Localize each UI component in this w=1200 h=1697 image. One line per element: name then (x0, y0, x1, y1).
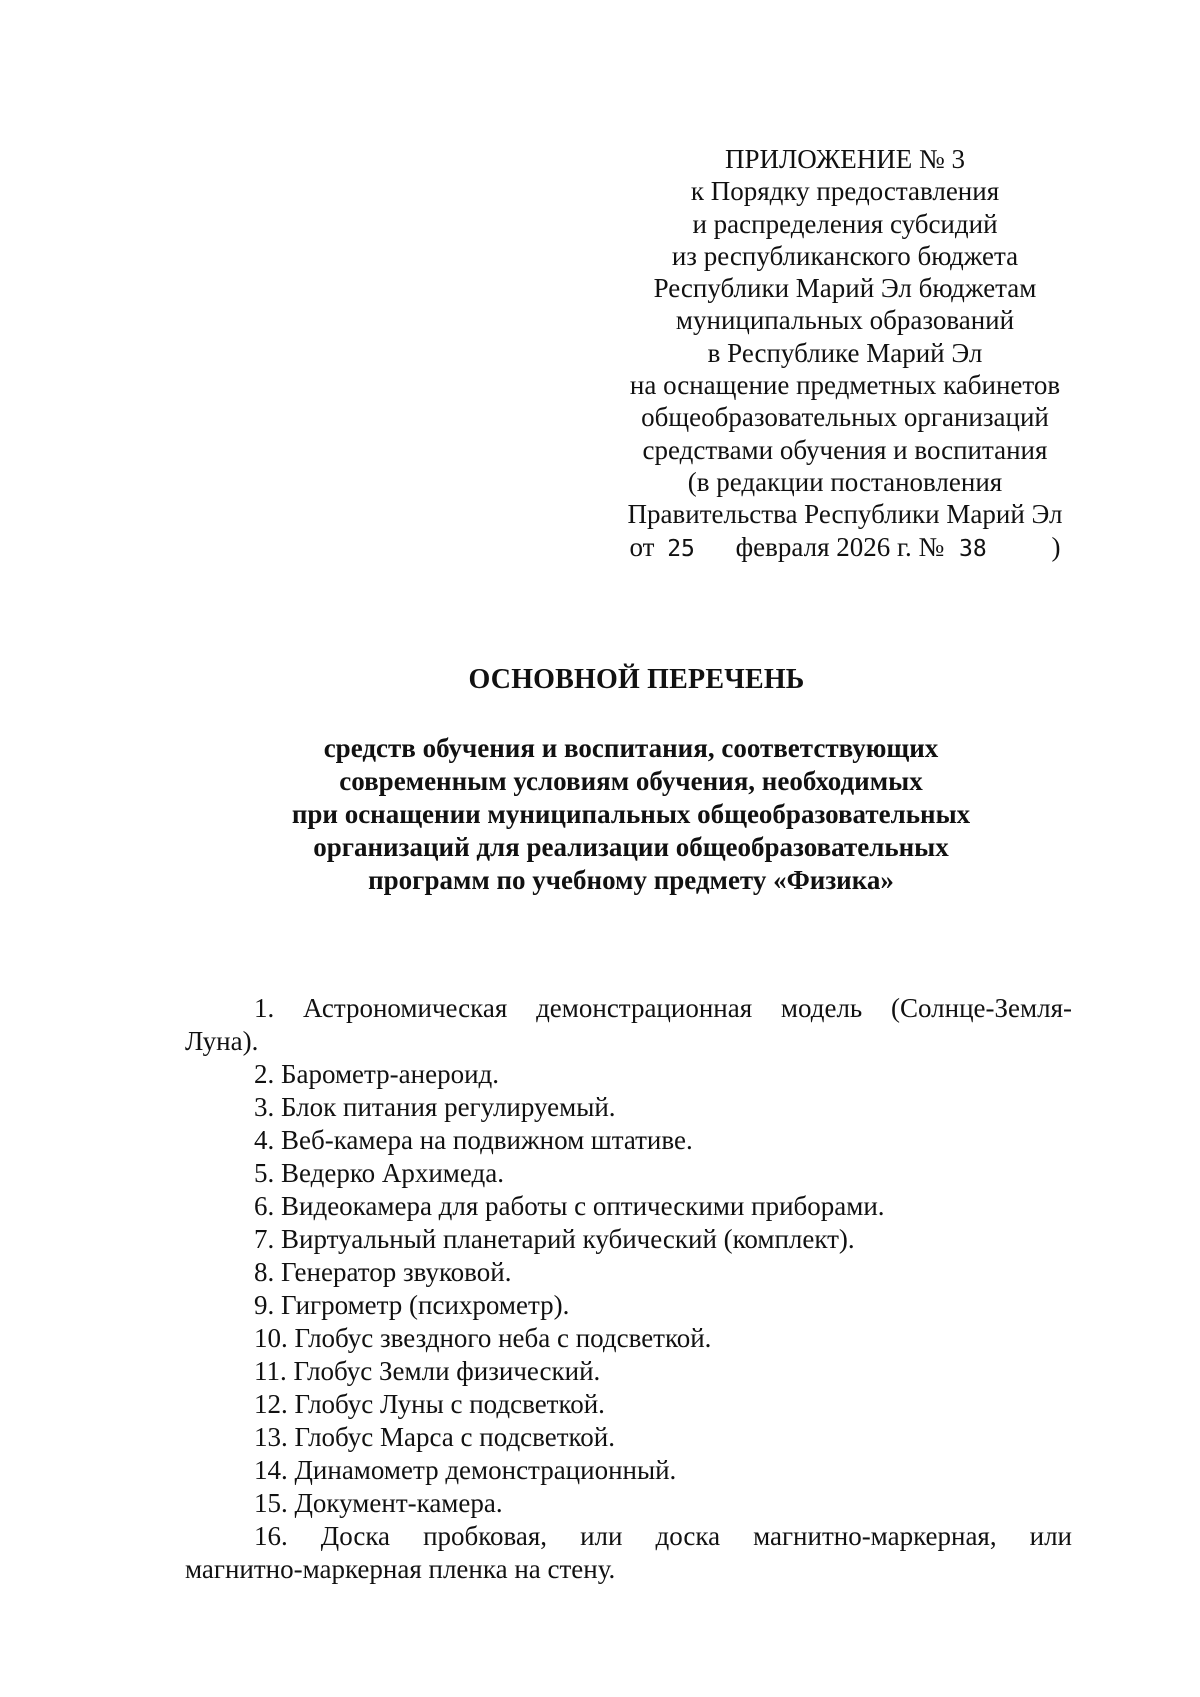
list-item: 7. Виртуальный планетарий кубический (комплект). (254, 1224, 855, 1254)
list-item: 5. Ведерко Архимеда. (254, 1158, 504, 1188)
list-item: 4. Веб-камера на подвижном штативе. (254, 1125, 693, 1155)
date-day: 25 (667, 535, 695, 562)
list-item: 14. Динамометр демонстрационный. (254, 1455, 677, 1485)
appendix-line: Правительства Республики Марий Эл (627, 499, 1063, 530)
subtitle-line: программ по учебному предмету «Физика» (368, 865, 894, 895)
list-item-continuation: Луна). (185, 1026, 259, 1056)
list-item: 2. Барометр-анероид. (254, 1059, 500, 1089)
list-item: 3. Блок питания регулируемый. (254, 1092, 616, 1122)
list-item: 12. Глобус Луны с подсветкой. (254, 1389, 605, 1419)
list-item: 6. Видеокамера для работы с оптическими приборами. (254, 1191, 885, 1221)
list-item-text: 1. Астрономическая демонстрационная модель (Солнце-Земля- (254, 993, 1072, 1023)
list-item: 10. Глобус звездного неба с подсветкой. (254, 1323, 712, 1353)
date-prefix: от (629, 531, 655, 562)
appendix-line: в Республике Марий Эл (707, 337, 983, 368)
appendix-line: к Порядку предоставления (690, 176, 1000, 207)
closing-paren: ) (1051, 531, 1061, 562)
appendix-line: на оснащение предметных кабинетов (629, 370, 1061, 401)
list-item: 9. Гигрометр (психрометр). (254, 1290, 570, 1320)
document-subtitle (0, 732, 1200, 897)
list-item: 13. Глобус Марса с подсветкой. (254, 1422, 615, 1452)
appendix-date-line (580, 531, 1110, 565)
subtitle-line: современным условиям обучения, необходимых (339, 766, 923, 796)
appendix-line: муниципальных образований (675, 305, 1015, 336)
appendix-line: общеобразовательных организаций (641, 402, 1049, 433)
resolution-number: 38 (959, 535, 987, 562)
subtitle-line: средств обучения и воспитания, соответствующих (323, 733, 939, 763)
list-item-continuation: магнитно-маркерная пленка на стену. (185, 1554, 616, 1584)
list-item: 8. Генератор звуковой. (254, 1257, 512, 1287)
list-item: 11. Глобус Земли физический. (254, 1356, 601, 1386)
document-title: ОСНОВНОЙ ПЕРЕЧЕНЬ (468, 664, 805, 695)
appendix-line: Республики Марий Эл бюджетам (653, 273, 1037, 304)
equipment-list (185, 992, 1072, 1586)
date-month-year: февраля 2026 г. № (735, 531, 945, 562)
list-item (185, 1520, 1072, 1586)
appendix-line: (в редакции постановления (687, 466, 1003, 497)
appendix-line: и распределения субсидий (692, 208, 998, 239)
subtitle-line: при оснащении муниципальных общеобразовательных (291, 799, 971, 829)
list-item (185, 992, 1072, 1058)
subtitle-line: организаций для реализации общеобразовательных (313, 832, 949, 862)
appendix-block (580, 143, 1110, 565)
list-item: 15. Документ-камера. (254, 1488, 503, 1518)
list-item-text: 16. Доска пробковая, или доска магнитно-маркерная, или (254, 1521, 1072, 1551)
appendix-line: из республиканского бюджета (671, 240, 1019, 271)
appendix-line: средствами обучения и воспитания (642, 434, 1048, 465)
appendix-heading: ПРИЛОЖЕНИЕ № 3 (724, 144, 966, 174)
